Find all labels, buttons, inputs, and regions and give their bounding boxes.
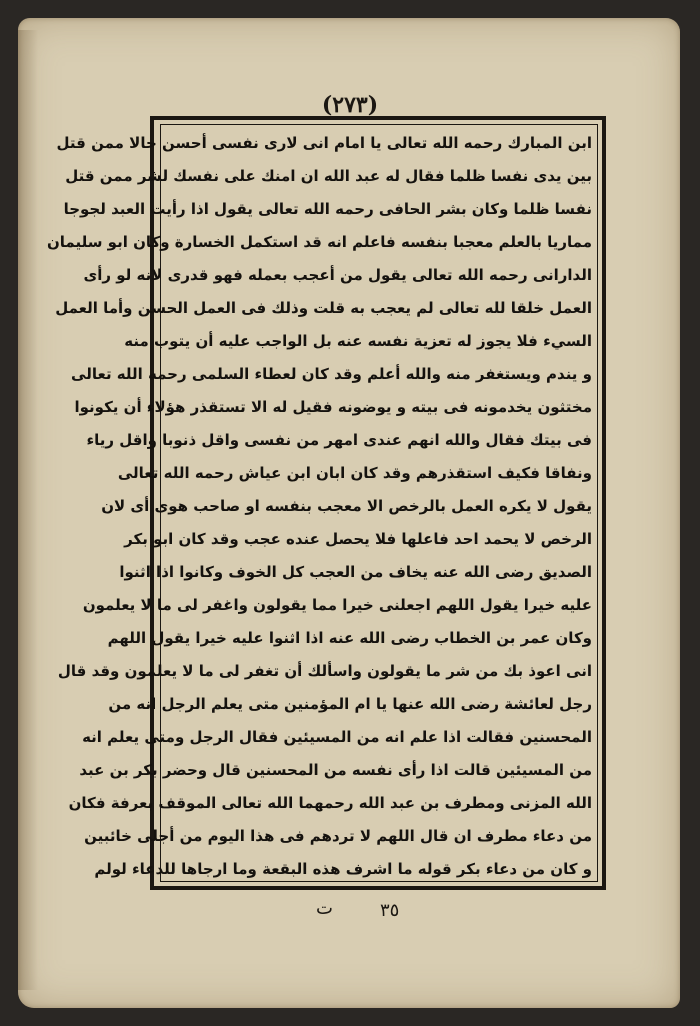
- text-line: و كان من دعاء بكر قوله ما اشرف هذه البقعة وما ارجاها للدعاء لولم: [94, 860, 592, 878]
- text-line: الرخص لا يحمد احد فاعلها فلا يحصل عنده عجب وقد كان ابو بكر: [124, 530, 592, 548]
- text-line: عليه خيرا يقول اللهم اجعلنى خيرا مما يقولون واغفر لى ما لا يعلمون: [82, 596, 592, 614]
- text-line: مماريا بالعلم معجبا بنفسه فاعلم انه قد استكمل الخسارة وكان ابو سليمان: [46, 233, 592, 251]
- text-line: وكان عمر بن الخطاب رضى الله عنه اذا اثنوا عليه خيرا يقول اللهم: [107, 629, 592, 647]
- text-line: من دعاء مطرف ان قال اللهم لا تردهم فى هذا اليوم من أجلى خائبين: [84, 827, 592, 845]
- text-line: الله المزنى ومطرف بن عبد الله رحمهما الله تعالى الموقف بعرفة فكان: [68, 794, 592, 812]
- text-line: ابن المبارك رحمه الله تعالى يا امام انى لارى نفسى أحسن حالا ممن قتل: [56, 134, 592, 152]
- text-line: مختثون يخدمونه فى بيته و يوضونه فقيل له الا تستقذر هؤلاء أن يكونوا: [74, 398, 592, 416]
- page-number: (٢٧٣): [321, 92, 379, 118]
- text-line: المحسنين فقالت اذا علم انه من المسيئين فقال الرجل ومتى يعلم انه: [82, 728, 592, 746]
- text-line: يقول لا يكره العمل بالرخص الا معجب بنفسه او صاحب هوى أى لان: [101, 497, 592, 515]
- text-line: انى اعوذ بك من شر ما يقولون واسألك أن تغفر لى ما لا يعلمون وقد قال: [57, 662, 592, 680]
- text-line: نفسا ظلما وكان بشر الحافى رحمه الله تعالى يقول اذا رأيت العبد لجوجا: [63, 200, 592, 218]
- text-line: و يندم ويستغفر منه والله أعلم وقد كان لعطاء السلمى رحمه الله تعالى: [71, 365, 592, 383]
- text-line: بين يدى نفسا ظلما فقال له عبد الله ان امنك على نفسك لشر ممن قتل: [65, 167, 592, 185]
- text-line: ونفاقا فكيف استقذرهم وقد كان ابان ابن عياش رحمه الله تعالى: [117, 464, 592, 482]
- text-line: العمل خلقا لله تعالى لم يعجب به قلت وذلك فى العمل الحسن وأما العمل: [55, 299, 592, 317]
- text-line: السيء فلا يجوز له تعزية نفسه عنه بل الواجب عليه أن يتوب منه: [124, 332, 592, 350]
- signature-mark: ت: [316, 898, 333, 919]
- body-text: [46, 134, 592, 878]
- text-line: الدارانى رحمه الله تعالى يقول من أعجب بعمله فهو قدرى لانه لو رأى: [83, 266, 592, 284]
- text-line: رجل لعائشة رضى الله عنها يا ام المؤمنين متى يعلم الرجل انه من: [108, 695, 592, 713]
- footer-number: ٣٥: [380, 900, 400, 921]
- text-line: من المسيئين قالت اذا رأى نفسه من المحسنين قال وحضر بكر بن عبد: [79, 761, 592, 779]
- page-fold-shadow: [18, 30, 38, 990]
- text-line: الصديق رضى الله عنه يخاف من العجب كل الخوف وكانوا اذا اثنوا: [119, 563, 592, 581]
- text-line: فى بيتك فقال والله انهم عندى امهر من نفسى واقل ذنوبا واقل رياء: [86, 431, 592, 449]
